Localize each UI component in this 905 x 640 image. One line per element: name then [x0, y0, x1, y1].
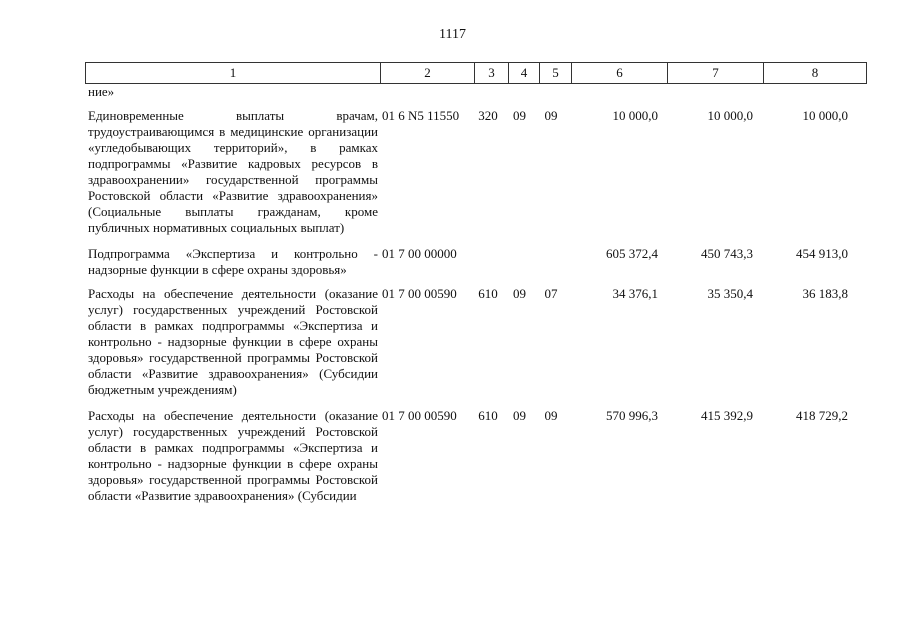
row-amount-year-2: 10 000,0	[707, 108, 753, 123]
row-name: Расходы на обеспечение деятельности (оказание услуг) государственных учреждений Ростовской области в рамках подпрограммы «Экспертиза и контрольно - надзорные функции в сфере охраны здоровья» государственной программы Ростовской области «Развитие здравоохранения» (Субсидии бюджетным учреждениям)	[88, 286, 378, 397]
column-header-table	[85, 62, 867, 84]
header-col-1: 1	[86, 63, 381, 84]
row-code: 01 7 00 00590	[382, 286, 457, 301]
table-row	[88, 408, 866, 504]
header-col-4: 4	[509, 63, 540, 84]
row-amount-year-3: 10 000,0	[802, 108, 848, 123]
row-amount-year-1: 10 000,0	[612, 108, 658, 123]
row-name: Расходы на обеспечение деятельности (оказание услуг) государственных учреждений Ростовской области в рамках подпрограммы «Экспертиза и контрольно - надзорные функции в сфере охраны здоровья» государственной программы Ростовской области «Развитие здравоохранения» (Субсидии	[88, 408, 378, 503]
row-amount-year-3: 36 183,8	[802, 286, 848, 301]
row-rz: 09	[513, 108, 526, 123]
row-vr: 320	[478, 108, 498, 123]
row-amount-year-3: 418 729,2	[796, 408, 848, 423]
row-amount-year-3: 454 913,0	[796, 246, 848, 261]
row-name: Единовременные выплаты врачам, трудоустраивающимся в медицинские организации «угледобывающих территорий», в рамках подпрограммы «Развитие кадровых ресурсов в здравоохранении» государственной программы Ростовской области «Развитие здравоохранения» (Социальные выплаты гражданам, кроме публичных нормативных социальных выплат)	[88, 108, 378, 235]
row-amount-year-1: 605 372,4	[606, 246, 658, 261]
row-name: Подпрограмма «Экспертиза и контрольно - надзорные функции в сфере охраны здоровья»	[88, 246, 378, 277]
header-col-2: 2	[381, 63, 475, 84]
row-code: 01 7 00 00000	[382, 246, 457, 261]
table-body	[88, 84, 866, 504]
header-col-5: 5	[540, 63, 572, 84]
row-rz: 09	[513, 408, 526, 423]
header-col-6: 6	[572, 63, 668, 84]
header-col-3: 3	[475, 63, 509, 84]
row-vr: 610	[478, 286, 498, 301]
table-row	[88, 286, 866, 398]
page-number: 1117	[439, 27, 466, 42]
row-pr: 07	[544, 286, 558, 301]
row-code: 01 6 N5 11550	[382, 108, 460, 123]
row-amount-year-1: 34 376,1	[612, 286, 658, 301]
header-col-7: 7	[668, 63, 764, 84]
row-amount-year-2: 415 392,9	[701, 408, 753, 423]
row-code: 01 7 00 00590	[382, 408, 457, 423]
row-vr: 610	[478, 408, 498, 423]
table-row	[88, 246, 866, 278]
row-rz: 09	[513, 286, 526, 301]
continued-text: ние»	[88, 84, 115, 99]
row-amount-year-2: 450 743,3	[701, 246, 753, 261]
header-col-8: 8	[764, 63, 867, 84]
row-amount-year-2: 35 350,4	[707, 286, 753, 301]
row-pr: 09	[544, 108, 558, 123]
table-row	[88, 108, 866, 236]
row-amount-year-1: 570 996,3	[606, 408, 658, 423]
row-pr: 09	[544, 408, 558, 423]
